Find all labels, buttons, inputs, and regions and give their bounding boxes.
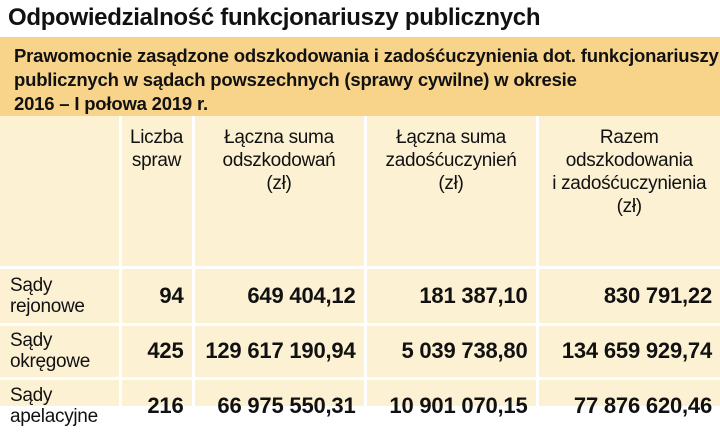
row-label-line: Sądy [10,330,119,351]
header-line: (zł) [195,172,364,195]
cell-cases: 425 [120,324,193,378]
header-cases [120,116,193,267]
cell-compensation: 181 387,10 [365,267,537,324]
table-row [0,267,720,324]
cell-damages: 129 617 190,94 [193,324,365,378]
header-line: spraw [122,149,192,172]
row-label-line: Sądy [10,385,119,406]
header-line: Razem [539,126,720,149]
caption-line: Prawomocnie zasądzone odszkodowania i zadośćuczynienia dot. funkcjonariuszy [14,44,712,68]
page-title: Odpowiedzialność funkcjonariuszy publicznych [8,0,540,36]
row-label [0,378,120,432]
header-empty [0,116,120,267]
header-line: odszkodowania [539,149,720,172]
cell-cases: 216 [120,378,193,432]
cell-compensation: 10 901 070,15 [365,378,537,432]
row-label [0,324,120,378]
header-line: odszkodowań [195,149,364,172]
header-line: zadośćuczynień [367,149,536,172]
header-line: Łączna suma [195,126,364,149]
table-row [0,324,720,378]
header-line: i zadośćuczynienia [539,172,720,195]
header-line: (zł) [367,172,536,195]
header-total [537,116,720,267]
data-table-panel [0,37,720,406]
cell-total: 830 791,22 [537,267,720,324]
header-compensation [365,116,537,267]
table-row [0,378,720,432]
row-label-line: apelacyjne [10,406,119,427]
header-line: Liczba [122,126,192,149]
header-line: (zł) [539,195,720,218]
table-header-row [0,116,720,267]
cell-total: 134 659 929,74 [537,324,720,378]
row-label-line: rejonowe [10,296,119,317]
cell-compensation: 5 039 738,80 [365,324,537,378]
cell-damages: 649 404,12 [193,267,365,324]
caption-line: publicznych w sądach powszechnych (sprawy cywilne) w okresie [14,68,712,92]
table-caption [0,37,720,116]
cell-damages: 66 975 550,31 [193,378,365,432]
row-label [0,267,120,324]
caption-line: 2016 – I połowa 2019 r. [14,92,712,116]
header-damages [193,116,365,267]
row-label-line: Sądy [10,275,119,296]
cell-cases: 94 [120,267,193,324]
row-label-line: okręgowe [10,351,119,372]
header-line: Łączna suma [367,126,536,149]
cell-total: 77 876 620,46 [537,378,720,432]
compensation-table [0,116,720,432]
